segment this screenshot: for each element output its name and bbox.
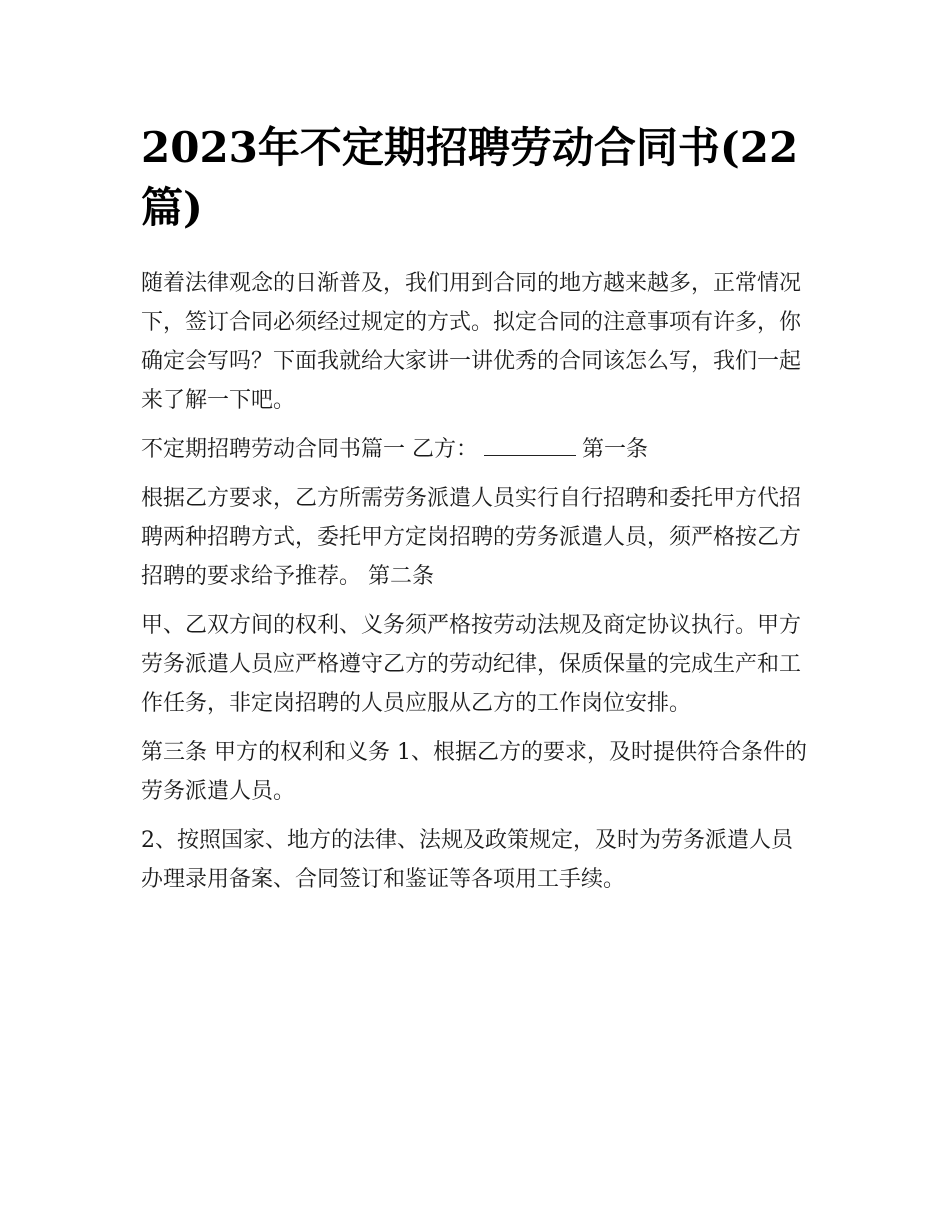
document-title: 2023年不定期招聘劳动合同书(22篇): [141, 123, 799, 232]
article-one-label: 第一条: [582, 437, 649, 462]
item-two-paragraph: 2、按照国家、地方的法律、法规及政策规定，及时为劳务派遣人员办理录用备案、合同签订和鉴证等各项用工手续。: [141, 828, 793, 892]
section-one-heading: [141, 430, 813, 469]
article-one-paragraph: 根据乙方要求，乙方所需劳务派遣人员实行自行招聘和委托甲方代招聘两种招聘方式，委托甲方定岗招聘的劳务派遣人员，须严格按乙方招聘的要求给予推荐。 第二条: [141, 486, 802, 589]
party-b-blank-line: [484, 435, 576, 456]
section-one-heading-text: 不定期招聘劳动合同书篇一 乙方：: [141, 437, 478, 462]
intro-paragraph: 随着法律观念的日渐普及，我们用到合同的地方越来越多，正常情况下，签订合同必须经过规定的方式。拟定合同的注意事项有许多，你确定会写吗？下面我就给大家讲一讲优秀的合同该怎么写，我们一起来了解一下吧。: [141, 271, 802, 413]
article-three-paragraph: 第三条 甲方的权利和义务 1、根据乙方的要求，及时提供符合条件的劳务派遣人员。: [141, 740, 807, 804]
article-two-paragraph: 甲、乙双方间的权利、义务须严格按劳动法规及商定协议执行。甲方劳务派遣人员应严格遵守乙方的劳动纪律，保质保量的完成生产和工作任务，非定岗招聘的人员应服从乙方的工作岗位安排。: [141, 613, 802, 716]
document-page: [141, 118, 813, 909]
